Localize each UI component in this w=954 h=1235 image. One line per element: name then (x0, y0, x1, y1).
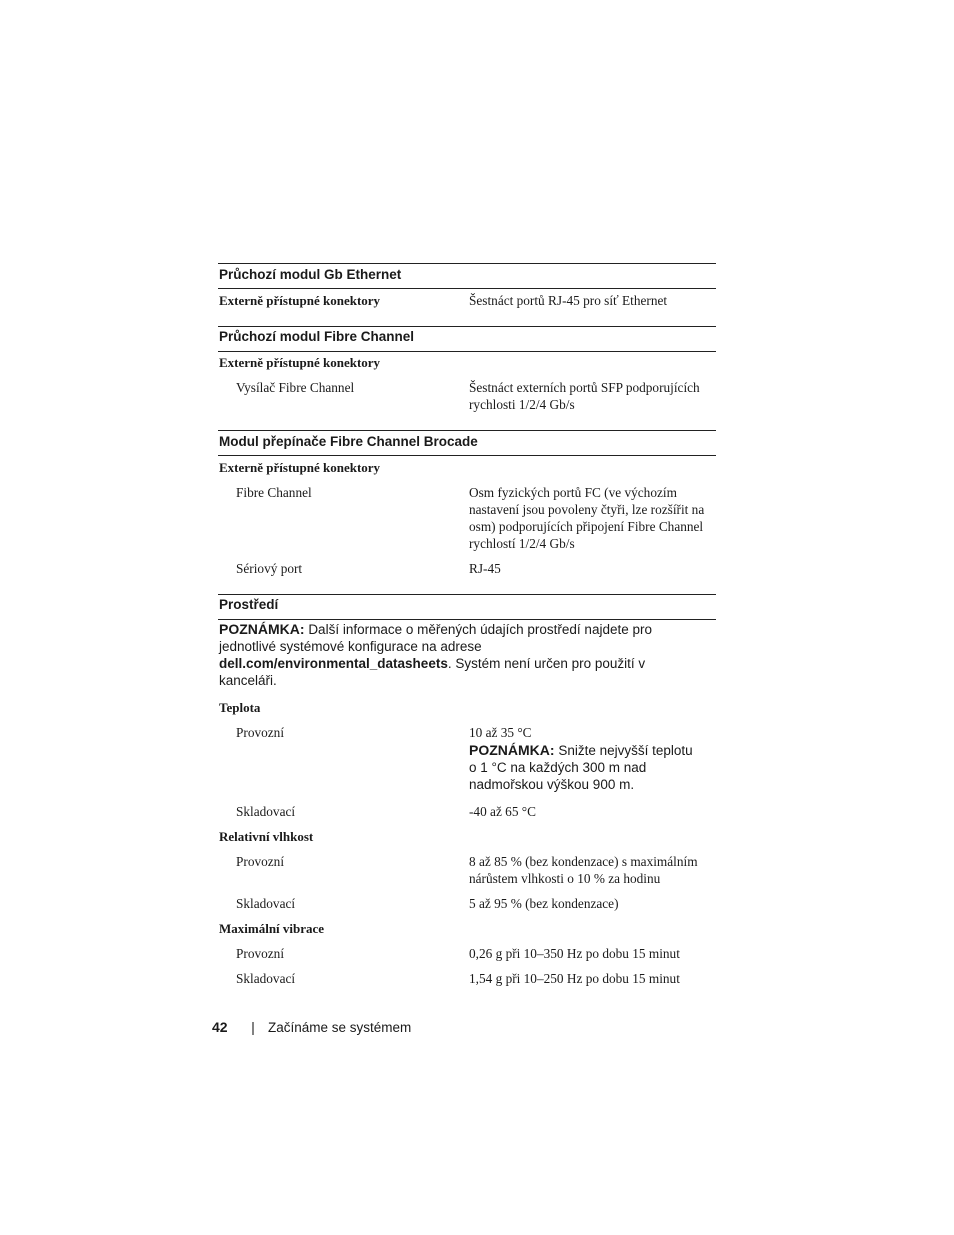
value-line: nárůstem vlhkosti o 10 % za hodinu (469, 871, 661, 886)
value-line: rychlosti 1/2/4 Gb/s (469, 397, 575, 412)
note-line: o 1 °C na každých 300 m nad (469, 760, 647, 775)
page-number: 42 (212, 1019, 228, 1035)
section-top-rule (218, 263, 716, 264)
row-value-storage-vibration: 1,54 g při 10–250 Hz po dobu 15 minut (469, 971, 680, 986)
row-label-storage: Skladovací (236, 896, 296, 911)
row-label-serial-port: Sériový port (236, 561, 303, 576)
row-value-operating-humidity (469, 853, 715, 887)
row-label-storage: Skladovací (236, 804, 296, 819)
subhead-external-connectors: Externě přístupné konektory (219, 355, 381, 370)
subhead-temperature: Teplota (219, 700, 261, 715)
row-value-fc-ports (469, 484, 715, 552)
section-top-rule (218, 594, 716, 595)
note-label: POZNÁMKA: (219, 621, 305, 637)
section-title-rule (218, 288, 716, 289)
note-line (219, 655, 689, 672)
section-title-brocade: Modul přepínače Fibre Channel Brocade (219, 434, 478, 449)
row-value-sfp-ports (469, 379, 715, 413)
note-text: Snižte nejvyšší teplotu (558, 743, 693, 758)
row-label-operating: Provozní (236, 946, 285, 961)
section-top-rule (218, 326, 716, 327)
value-line: rychlostí 1/2/4 Gb/s (469, 536, 575, 551)
note-text: Další informace o měřených údajích prostředí najdete pro (308, 622, 652, 637)
row-value-ethernet-ports: Šestnáct portů RJ-45 pro síť Ethernet (469, 293, 668, 308)
note-line (469, 742, 715, 759)
subhead-max-vibration: Maximální vibrace (219, 921, 325, 936)
section-title-fc-passthrough: Průchozí modul Fibre Channel (219, 329, 415, 344)
section-title-rule (218, 619, 716, 620)
section-title-rule (218, 455, 716, 456)
section-title-rule (218, 351, 716, 352)
page-footer (212, 1018, 612, 1037)
note-line: nadmořskou výškou 900 m. (469, 777, 635, 792)
temperature-note (469, 742, 715, 793)
value-line: nastavení jsou povoleny čtyři, lze rozšířit na (469, 502, 705, 517)
row-value-storage-temperature: -40 až 65 °C (469, 804, 536, 819)
note-line: jednotlivé systémové konfigurace na adrese (219, 639, 482, 654)
note-line (219, 621, 689, 638)
value-line: Osm fyzických portů FC (ve výchozím (469, 485, 677, 500)
subhead-external-connectors: Externě přístupné konektory (219, 460, 381, 475)
row-value-operating-vibration: 0,26 g při 10–350 Hz po dobu 15 minut (469, 946, 680, 961)
subhead-relative-humidity: Relativní vlhkost (219, 829, 314, 844)
row-value-serial-port: RJ-45 (469, 561, 501, 576)
row-label-operating: Provozní (236, 854, 285, 869)
section-title-gb-ethernet: Průchozí modul Gb Ethernet (219, 267, 402, 282)
chapter-title: Začínáme se systémem (268, 1020, 412, 1035)
section-top-rule (218, 430, 716, 431)
row-label-fc-transceiver: Vysílač Fibre Channel (236, 380, 355, 395)
value-line: osm) podporujících připojení Fibre Channel (469, 519, 704, 534)
note-text: . Systém není určen pro použití v (447, 656, 646, 671)
environment-note (219, 621, 689, 689)
row-label-fibre-channel: Fibre Channel (236, 485, 312, 500)
value-line: Šestnáct externích portů SFP podporujících (469, 380, 700, 395)
row-value-operating-temperature: 10 až 35 °C (469, 725, 532, 740)
row-label-external-connectors: Externě přístupné konektory (219, 293, 381, 308)
note-label: POZNÁMKA: (469, 742, 555, 758)
value-line: 8 až 85 % (bez kondenzace) s maximálním (469, 854, 698, 869)
row-label-storage: Skladovací (236, 971, 296, 986)
footer-separator: | (251, 1020, 255, 1035)
note-line: kanceláři. (219, 673, 277, 688)
datasheets-url: dell.com/environmental_datasheets (219, 656, 448, 671)
section-title-environment: Prostředí (219, 597, 279, 612)
row-label-operating: Provozní (236, 725, 285, 740)
row-value-storage-humidity: 5 až 95 % (bez kondenzace) (469, 896, 619, 911)
